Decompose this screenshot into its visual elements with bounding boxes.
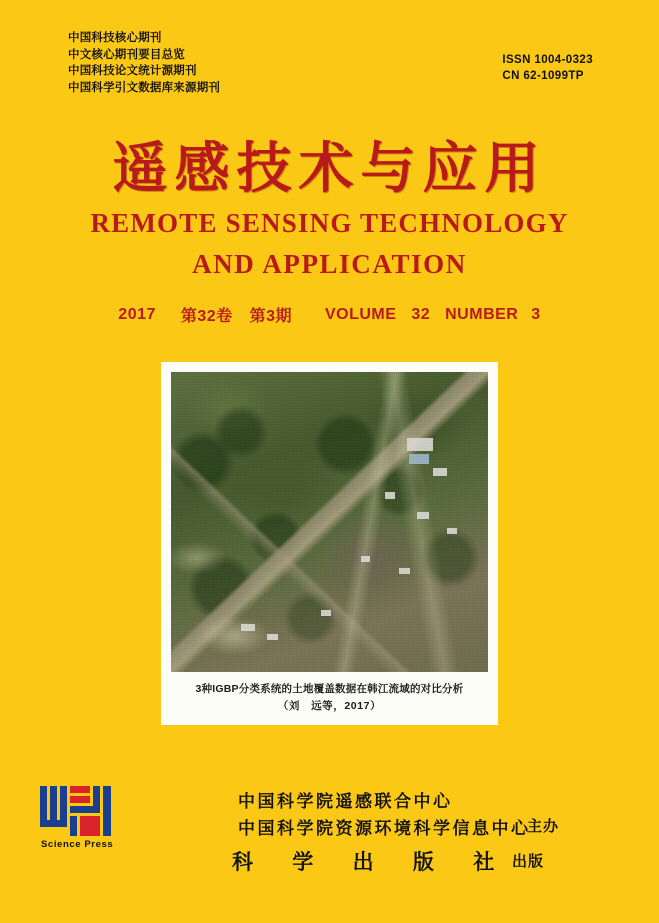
sponsor-line-1: 中国科学院遥感联合中心 — [238, 792, 453, 811]
index-item: 中文核心期刊要目总览 — [68, 48, 185, 61]
science-press-logo-text: Science Press — [41, 839, 114, 850]
issue-label-cn: 第3期 — [249, 308, 293, 325]
journal-title-en-line2: AND APPLICATION — [192, 249, 467, 279]
figure-caption-line2: （刘 远等，2017） — [277, 700, 382, 712]
volume-value-en: 32 — [411, 305, 431, 323]
satellite-image — [171, 372, 488, 672]
volume-word-en: VOLUME — [324, 305, 397, 323]
index-item: 中国科技论文统计源期刊 — [68, 65, 197, 77]
cover-figure-card — [161, 362, 498, 725]
figure-caption — [171, 672, 488, 715]
sponsor-names — [238, 788, 531, 842]
number-word-en: NUMBER — [445, 305, 519, 323]
number-value-en: 3 — [531, 305, 541, 323]
press-name: 科 学 出 版 社 — [232, 849, 511, 874]
journal-title-cn: 遥感技术与应用 — [112, 135, 547, 200]
index-item: 中国科学引文数据库来源期刊 — [68, 81, 221, 94]
journal-title-en — [0, 203, 659, 285]
publication-year: 2017 — [118, 305, 156, 323]
sponsor-suffix: 主办 — [527, 818, 560, 835]
cn-number-label: CN 62-1099TP — [502, 70, 584, 82]
journal-index-list — [68, 30, 220, 96]
journal-title-en-line1: REMOTE SENSING TECHNOLOGY — [90, 208, 569, 238]
press-suffix: 出版 — [512, 853, 545, 870]
science-press-logo — [40, 782, 130, 856]
index-item: 中国科技核心期刊 — [68, 32, 162, 44]
issn-label: ISSN 1004-0323 — [502, 54, 593, 66]
figure-caption-line1: 3种IGBP分类系统的土地覆盖数据在韩江流域的对比分析 — [195, 683, 464, 695]
issn-block — [502, 52, 593, 84]
sponsor-line-2: 中国科学院资源环境科学信息中心 — [238, 819, 531, 838]
volume-issue-line — [0, 303, 659, 326]
volume-label-cn: 第32卷 — [180, 308, 233, 325]
science-press-logo-mark — [40, 782, 120, 836]
